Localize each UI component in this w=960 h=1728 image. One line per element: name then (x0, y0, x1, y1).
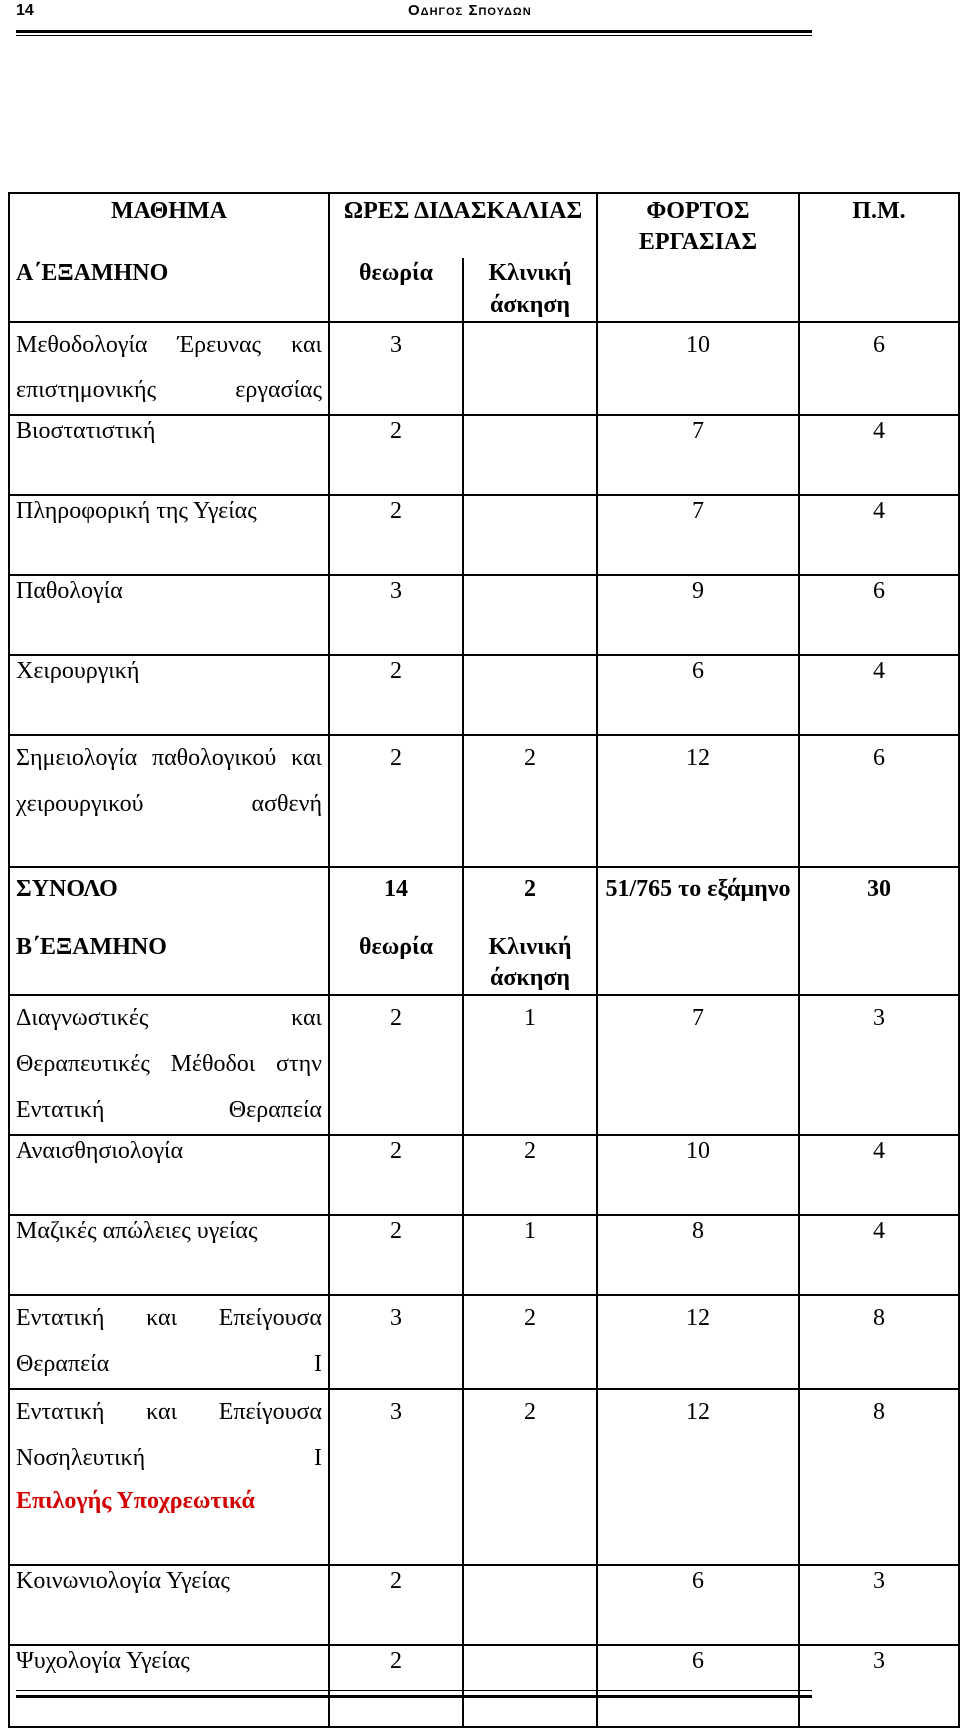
ects: 8 (799, 1295, 959, 1389)
theory-hours: 2 (329, 1215, 463, 1295)
header-rule-thin (16, 35, 812, 36)
theory-hours: 2 (329, 1565, 463, 1645)
clinical-hours: 2 (463, 1295, 597, 1389)
semester-a-header-row (9, 258, 959, 321)
clinical-hours (463, 415, 597, 495)
semester-b-clinical-header: Κλινική άσκηση (463, 932, 597, 995)
theory-hours: 2 (329, 735, 463, 867)
table-row (9, 735, 959, 867)
semester-b-label: Β΄ΕΞΑΜΗΝΟ (9, 932, 329, 995)
col-header-course: ΜΑΘΗΜΑ (9, 193, 329, 258)
workload: 7 (597, 495, 799, 575)
theory-hours: 3 (329, 1295, 463, 1389)
workload: 12 (597, 1389, 799, 1482)
semester-b-header-row (9, 932, 959, 995)
table-row (9, 655, 959, 735)
clinical-hours (463, 495, 597, 575)
clinical-hours (463, 322, 597, 415)
theory-hours: 2 (329, 655, 463, 735)
workload: 10 (597, 322, 799, 415)
page-header (16, 0, 812, 40)
table-row (9, 1135, 959, 1215)
total-label: ΣΥΝΟΛΟ (9, 867, 329, 932)
workload: 12 (597, 1295, 799, 1389)
course-name: Παθολογία (9, 575, 329, 655)
table-row (9, 1295, 959, 1389)
col-header-workload: ΦΟΡΤΟΣ ΕΡΓΑΣΙΑΣ (597, 193, 799, 258)
course-name: Διαγνωστικές και Θεραπευτικές Μέθοδοι στην Εντατική Θεραπεία (9, 995, 329, 1135)
curriculum-table (8, 192, 960, 1728)
workload: 6 (597, 1565, 799, 1645)
running-title: Οδηγος Σπουδων (408, 2, 532, 19)
total-workload: 51/765 το εξάμηνο (597, 867, 799, 932)
ects: 6 (799, 735, 959, 867)
col-header-hours: ΩΡΕΣ ΔΙΔΑΣΚΑΛΙΑΣ (329, 193, 597, 258)
course-name: Χειρουργική (9, 655, 329, 735)
footer-rule (16, 1695, 812, 1698)
theory-hours: 2 (329, 995, 463, 1135)
clinical-hours: 2 (463, 1135, 597, 1215)
workload: 7 (597, 415, 799, 495)
clinical-hours (463, 655, 597, 735)
workload: 8 (597, 1215, 799, 1295)
course-name: Βιοστατιστική (9, 415, 329, 495)
table-row (9, 575, 959, 655)
workload: 9 (597, 575, 799, 655)
table-row (9, 1565, 959, 1645)
workload: 6 (597, 1645, 799, 1716)
semester-a-theory-header: θεωρία (329, 258, 463, 321)
clinical-hours (463, 1645, 597, 1716)
table-header-row (9, 193, 959, 258)
ects: 8 (799, 1389, 959, 1482)
clinical-hours: 1 (463, 1215, 597, 1295)
ects: 4 (799, 1215, 959, 1295)
theory-hours: 3 (329, 1389, 463, 1482)
workload: 10 (597, 1135, 799, 1215)
course-name: Εντατική και Επείγουσα Νοσηλευτική Ι (9, 1389, 329, 1482)
semester-a-clinical-header: Κλινική άσκηση (463, 258, 597, 321)
footer-rule-thin (16, 1690, 812, 1691)
ects: 3 (799, 995, 959, 1135)
semester-a-label: Α΄ΕΞΑΜΗΝΟ (9, 258, 329, 321)
course-name: Μεθοδολογία Έρευνας και επιστημονικής εργασίας (9, 322, 329, 415)
clinical-hours: 2 (463, 1389, 597, 1482)
course-name: Ψυχολογία Υγείας (9, 1645, 329, 1716)
ects: 3 (799, 1565, 959, 1645)
ects: 4 (799, 415, 959, 495)
total-ects: 30 (799, 867, 959, 932)
ects: 4 (799, 655, 959, 735)
theory-hours: 2 (329, 1135, 463, 1215)
workload: 6 (597, 655, 799, 735)
electives-header-row (9, 1482, 959, 1565)
theory-hours: 2 (329, 415, 463, 495)
table-row (9, 322, 959, 415)
ects: 6 (799, 575, 959, 655)
ects: 6 (799, 322, 959, 415)
theory-hours: 3 (329, 575, 463, 655)
course-name: Πληροφορική της Υγείας (9, 495, 329, 575)
theory-hours: 2 (329, 495, 463, 575)
table-row (9, 1645, 959, 1716)
ects: 4 (799, 1135, 959, 1215)
theory-hours: 3 (329, 322, 463, 415)
workload: 7 (597, 995, 799, 1135)
clinical-hours (463, 575, 597, 655)
table-row (9, 1389, 959, 1482)
clinical-hours: 2 (463, 735, 597, 867)
course-name: Σημειολογία παθολογικού και χειρουργικού ασθενή (9, 735, 329, 867)
electives-label: Επιλογής Υποχρεωτικά (9, 1482, 329, 1565)
semester-a-total-row (9, 867, 959, 932)
clinical-hours: 1 (463, 995, 597, 1135)
ects: 3 (799, 1645, 959, 1716)
col-header-ects: Π.Μ. (799, 193, 959, 258)
course-name: Αναισθησιολογία (9, 1135, 329, 1215)
header-rule (16, 30, 812, 33)
table-row (9, 415, 959, 495)
theory-hours: 2 (329, 1645, 463, 1716)
course-name: Μαζικές απώλειες υγείας (9, 1215, 329, 1295)
ects: 4 (799, 495, 959, 575)
table-row (9, 1215, 959, 1295)
workload: 12 (597, 735, 799, 867)
course-name: Εντατική και Επείγουσα Θεραπεία Ι (9, 1295, 329, 1389)
table-row (9, 495, 959, 575)
page-number: 14 (16, 2, 34, 19)
total-clinical: 2 (463, 867, 597, 932)
semester-b-theory-header: θεωρία (329, 932, 463, 995)
course-name: Κοινωνιολογία Υγείας (9, 1565, 329, 1645)
table-row (9, 995, 959, 1135)
table-bottom-row (9, 1716, 959, 1727)
total-theory: 14 (329, 867, 463, 932)
clinical-hours (463, 1565, 597, 1645)
